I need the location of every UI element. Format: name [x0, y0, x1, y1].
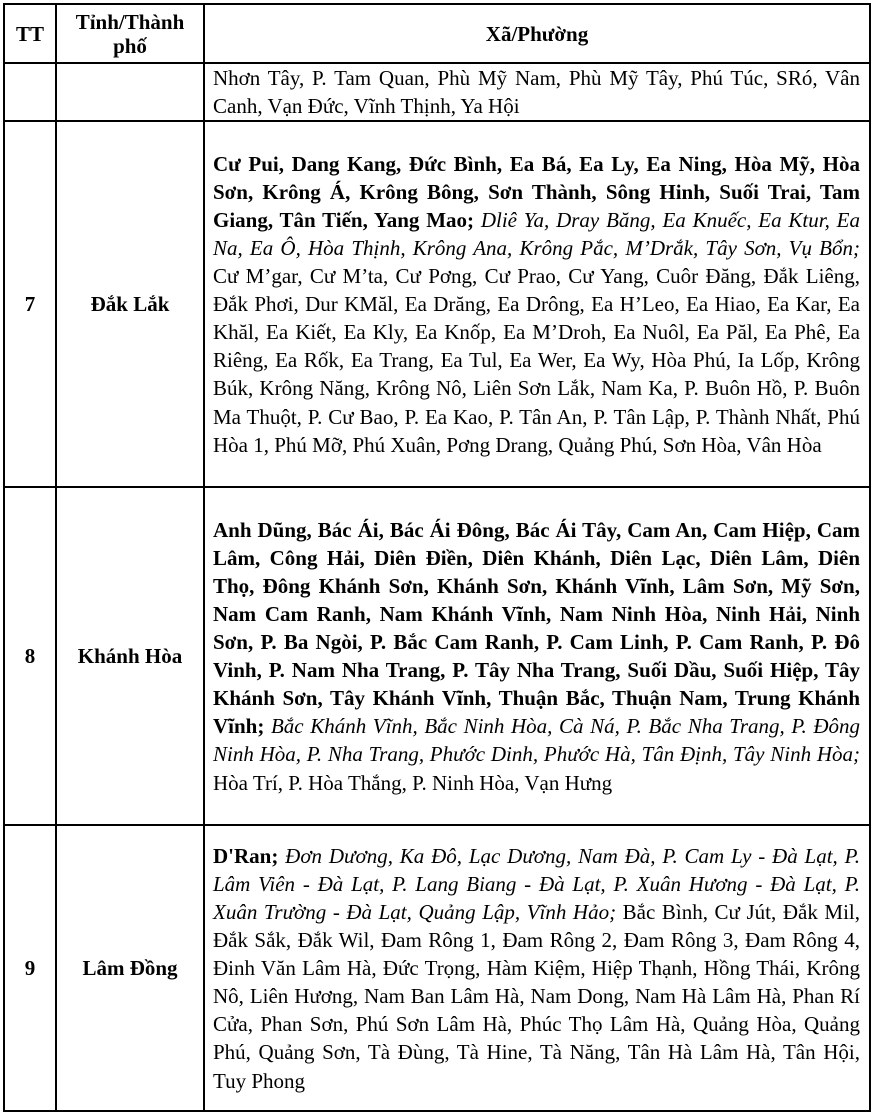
- header-province: Tỉnh/Thành phố: [56, 4, 204, 63]
- row-province: Khánh Hòa: [56, 487, 204, 825]
- wards-italic: Đơn Dương, Ka Đô, Lạc Dương, Nam Đà, P. Cam Ly - Đà Lạt, P. Lâm Viên - Đà Lạt, P. Lang Biang - Đà Lạt, P. Xuân Hương - Đà Lạt, P. Xuân Trường - Đà Lạt, Quảng Lập, Vĩnh Hảo;: [213, 843, 860, 924]
- header-ward: Xã/Phường: [204, 4, 870, 63]
- header-tt: TT: [4, 4, 56, 63]
- row-number: 9: [4, 825, 56, 1111]
- wards-normal: Cư M’gar, Cư M’ta, Cư Pơng, Cư Prao, Cư Yang, Cuôr Đăng, Đắk Liêng, Đắk Phơi, Dur KMăl, Ea Drăng, Ea Drông, Ea H’Leo, Ea Hiao, Ea Kar, Ea Khăl, Ea Kiết, Ea Kly, Ea Knốp, Ea M’Droh, Ea Nuôl, Ea Păl, Ea Phê, Ea Riêng, Ea Rốk, Ea Trang, Ea Tul, Ea Wer, Ea Wy, Hòa Phú, Ia Lốp, Krông Búk, Krông Năng, Krông Nô, Liên Sơn Lắk, Nam Ka, P. Buôn Hồ, P. Buôn Ma Thuột, P. Cư Bao, P. Ea Kao, P. Tân An, P. Tân Lập, P. Thành Nhất, Phú Hòa 1, Phú Mỡ, Phú Xuân, Pơng Drang, Quảng Phú, Sơn Hòa, Vân Hòa: [213, 264, 860, 457]
- row-wards: [204, 825, 870, 1111]
- row-province: Đắk Lắk: [56, 121, 204, 487]
- row-number: 7: [4, 121, 56, 487]
- row-wards: [204, 63, 870, 121]
- row-number: 8: [4, 487, 56, 825]
- wards-normal: Bắc Bình, Cư Jút, Đắk Mil, Đắk Sắk, Đắk Wil, Đam Rông 1, Đam Rông 2, Đam Rông 3, Đam Rông 4, Đinh Văn Lâm Hà, Đức Trọng, Hàm Kiệm, Hiệp Thạnh, Hồng Thái, Krông Nô, Liên Hương, Nam Ban Lâm Hà, Nam Dong, Nam Hà Lâm Hà, Phan Rí Cửa, Phan Sơn, Phú Sơn Lâm Hà, Phúc Thọ Lâm Hà, Quảng Hòa, Quảng Phú, Quảng Sơn, Tà Đùng, Tà Hine, Tà Năng, Tân Hà Lâm Hà, Tân Hội, Tuy Phong: [213, 899, 860, 1093]
- row-wards: [204, 121, 870, 487]
- table-row: [4, 487, 870, 825]
- wards-italic: Dliê Ya, Dray Băng, Ea Knuếc, Ea Ktur, Ea Na, Ea Ô, Hòa Thịnh, Krông Ana, Krông Pắc, M’Drắk, Tây Sơn, Vụ Bổn;: [213, 207, 860, 260]
- wards-bold: D'Ran;: [213, 843, 286, 868]
- ward-table: [3, 3, 871, 1112]
- wards-normal: Nhơn Tây, P. Tam Quan, Phù Mỹ Nam, Phù Mỹ Tây, Phú Túc, SRó, Vân Canh, Vạn Đức, Vĩnh Thịnh, Ya Hội: [213, 66, 860, 119]
- table-row: [4, 121, 870, 487]
- wards-normal: Hòa Trí, P. Hòa Thắng, P. Ninh Hòa, Vạn Hưng: [213, 770, 613, 795]
- row-province: Lâm Đồng: [56, 825, 204, 1111]
- row-province: [56, 63, 204, 121]
- row-wards: [204, 487, 870, 825]
- wards-bold: Cư Pui, Dang Kang, Đức Bình, Ea Bá, Ea Ly, Ea Ning, Hòa Mỹ, Hòa Sơn, Krông Á, Krông Bông, Sơn Thành, Sông Hinh, Suối Trai, Tam Giang, Tân Tiến, Yang Mao;: [213, 151, 860, 232]
- wards-italic: Bắc Khánh Vĩnh, Bắc Ninh Hòa, Cà Ná, P. Bắc Nha Trang, P. Đông Ninh Hòa, P. Nha Trang, Phước Dinh, Phước Hà, Tân Định, Tây Ninh Hòa;: [213, 714, 860, 767]
- table-row: [4, 825, 870, 1111]
- header-row: [4, 4, 870, 63]
- row-number: [4, 63, 56, 121]
- table-row: [4, 63, 870, 121]
- wards-bold: Anh Dũng, Bác Ái, Bác Ái Đông, Bác Ái Tây, Cam An, Cam Hiệp, Cam Lâm, Công Hải, Diên Điền, Diên Khánh, Diên Lạc, Diên Lâm, Diên Thọ, Đông Khánh Sơn, Khánh Sơn, Khánh Vĩnh, Lâm Sơn, Mỹ Sơn, Nam Cam Ranh, Nam Khánh Vĩnh, Nam Ninh Hòa, Ninh Hải, Ninh Sơn, P. Ba Ngòi, P. Bắc Cam Ranh, P. Cam Linh, P. Cam Ranh, P. Đô Vinh, P. Nam Nha Trang, P. Tây Nha Trang, Suối Dầu, Suối Hiệp, Tây Khánh Sơn, Tây Khánh Vĩnh, Thuận Bắc, Thuận Nam, Trung Khánh Vĩnh;: [213, 517, 860, 739]
